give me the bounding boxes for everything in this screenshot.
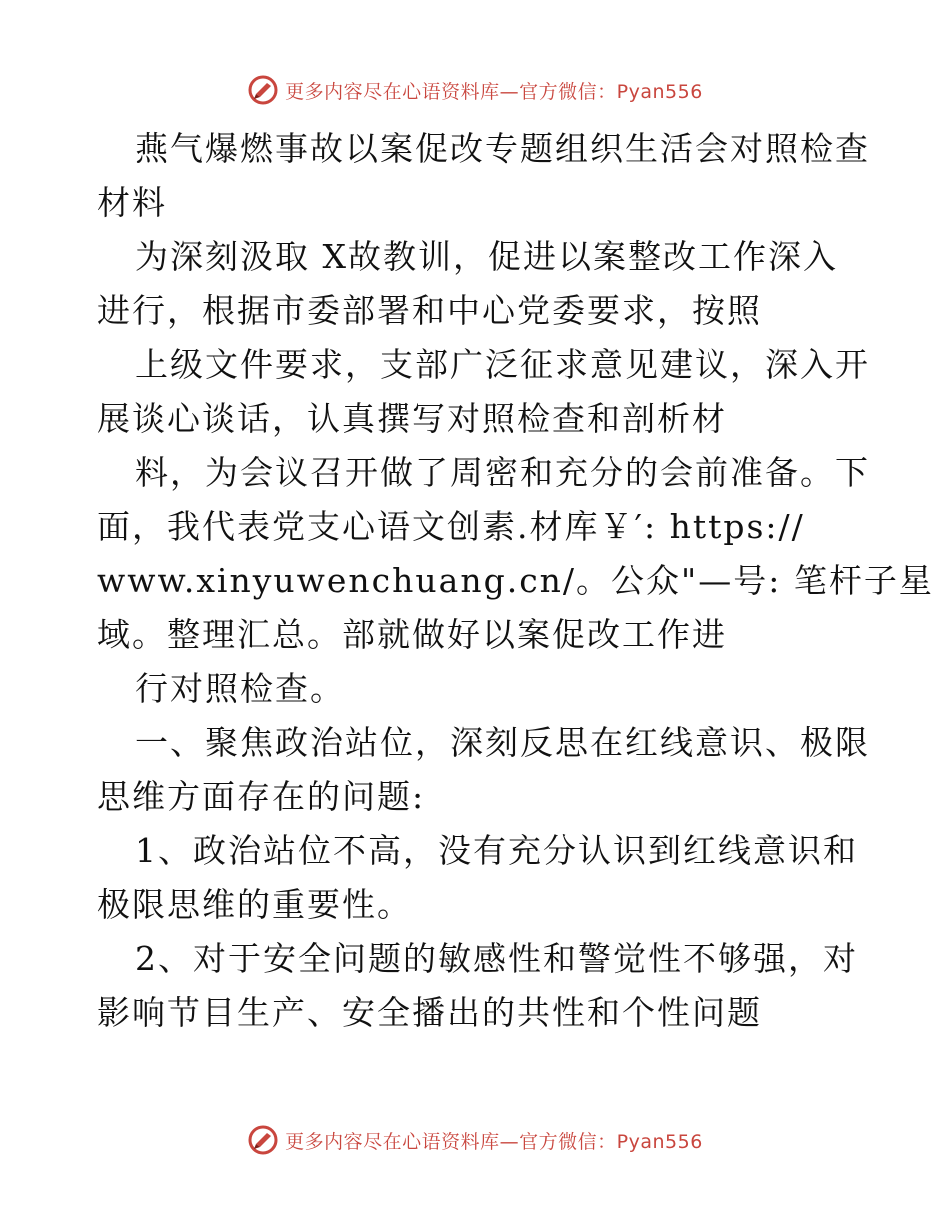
text-line: 展谈心谈话，认真撰写对照检查和剖析材 (97, 399, 727, 438)
text-line: 上级文件要求，支部广泛征求意见建议，深入开 (135, 345, 870, 384)
text-line: 进行，根据市委部署和中心党委要求，按照 (97, 291, 762, 330)
text-line: 影响节目生产、安全播出的共性和个性问题 (97, 993, 762, 1032)
text-line: 思维方面存在的问题: (97, 777, 426, 816)
text-line: 行对照检查。 (135, 669, 345, 708)
text-line: 燕气爆燃事故以案促改专题组织生活会对照检查 (135, 129, 870, 168)
text-line: 材料 (97, 183, 167, 222)
text-line: 为深刻汲取 X故教训，促进以案整改工作深入 (135, 237, 838, 276)
text-line: 极限思维的重要性。 (97, 885, 412, 924)
document-body (97, 122, 934, 1040)
text-line: 域。整理汇总。部就做好以案促改工作进 (97, 615, 727, 654)
text-line: 1、政治站位不高，没有充分认识到红线意识和 (135, 831, 858, 870)
text-line: 面，我代表党支心语文创素.材库￥′: https:// (97, 507, 805, 546)
header-watermark (0, 70, 950, 110)
text-line: 2、对于安全问题的敏感性和警觉性不够强，对 (135, 939, 858, 978)
watermark-logo-icon (247, 74, 279, 106)
watermark-text: 更多内容尽在心语资料库—官方微信：Pyan556 (285, 80, 703, 103)
watermark-text: 更多内容尽在心语资料库—官方微信：Pyan556 (285, 1130, 703, 1153)
footer-watermark (0, 1120, 950, 1160)
watermark-logo-icon (247, 1124, 279, 1156)
text-line: www.xinyuwenchuang.cn/。公众"—号: 笔杆子星 (97, 561, 934, 600)
text-line: 料，为会议召开做了周密和充分的会前准备。下 (135, 453, 870, 492)
text-line: 一、聚焦政治站位，深刻反思在红线意识、极限 (135, 723, 870, 762)
